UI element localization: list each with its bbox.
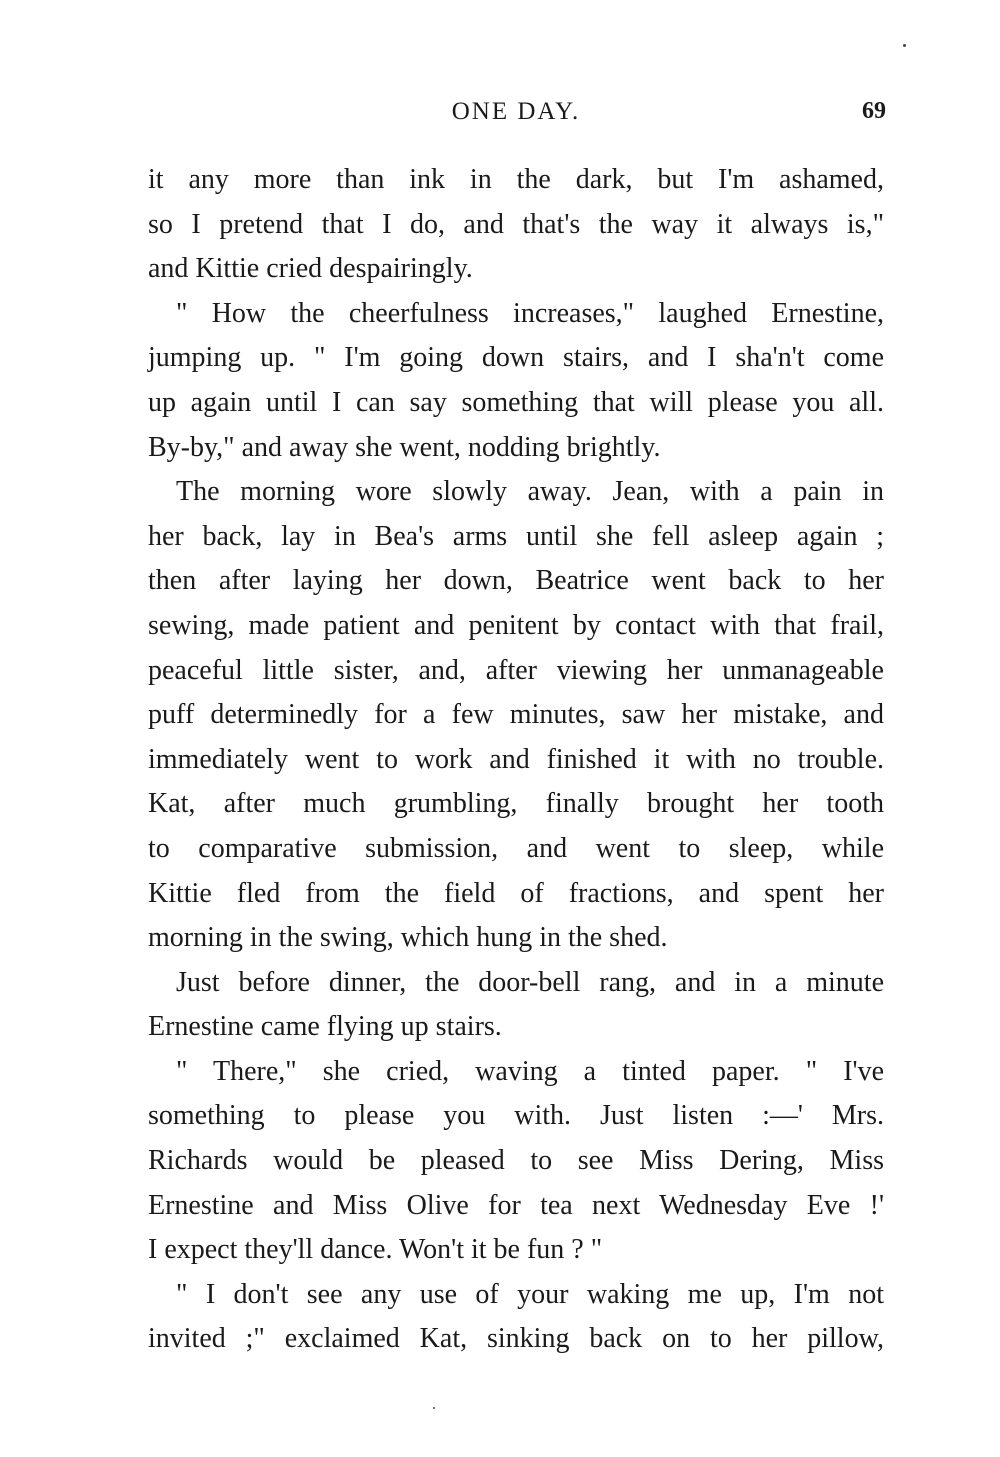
text-line: peaceful little sister, and, after viewing her unmanageable (148, 654, 884, 686)
text-line: Kittie fled from the field of fractions, and spent her (148, 877, 884, 909)
text-line: jumping up. " I'm going down stairs, and I sha'n't come (148, 342, 884, 374)
text-line: By-by," and away she went, nodding brightly. (148, 431, 661, 463)
body-text (148, 158, 884, 1362)
text-line: her back, lay in Bea's arms until she fell asleep again ; (148, 520, 884, 552)
text-line: Richards would be pleased to see Miss Dering, Miss (148, 1145, 884, 1177)
text-line: immediately went to work and finished it with no trouble. (148, 743, 884, 775)
text-line: puff determinedly for a few minutes, saw her mistake, and (148, 699, 884, 731)
scan-speck (433, 1407, 435, 1409)
text-line: " How the cheerfulness increases," laughed Ernestine, (176, 297, 884, 329)
text-line: Ernestine came flying up stairs. (148, 1011, 502, 1043)
text-line: so I pretend that I do, and that's the way it always is," (148, 208, 884, 240)
text-line: Ernestine and Miss Olive for tea next Wednesday Eve !' (148, 1189, 884, 1221)
text-line: and Kittie cried despairingly. (148, 253, 473, 285)
text-line: Kat, after much grumbling, finally brought her tooth (148, 788, 884, 820)
text-line: invited ;" exclaimed Kat, sinking back on to her pillow, (148, 1323, 884, 1355)
running-head (148, 92, 884, 132)
text-line: morning in the swing, which hung in the shed. (148, 922, 668, 954)
text-line: to comparative submission, and went to sleep, while (148, 832, 884, 864)
text-line: then after laying her down, Beatrice went back to her (148, 565, 884, 597)
text-line: I expect they'll dance. Won't it be fun ? " (148, 1234, 603, 1266)
text-line: it any more than ink in the dark, but I'm ashamed, (148, 164, 884, 195)
running-title: ONE DAY. (451, 98, 581, 125)
text-line: The morning wore slowly away. Jean, with a pain in (176, 476, 884, 508)
text-line: " There," she cried, waving a tinted paper. " I've (176, 1055, 884, 1087)
text-line: something to please you with. Just listen :—' Mrs. (148, 1100, 884, 1132)
text-line: " I don't see any use of your waking me up, I'm not (176, 1278, 884, 1310)
text-line: sewing, made patient and penitent by contact with that frail, (148, 609, 884, 641)
text-line: Just before dinner, the door-bell rang, and in a minute (176, 966, 884, 998)
text-line: up again until I can say something that will please you all. (148, 386, 884, 418)
scan-speck (903, 44, 906, 47)
page-number: 69 (862, 98, 886, 124)
